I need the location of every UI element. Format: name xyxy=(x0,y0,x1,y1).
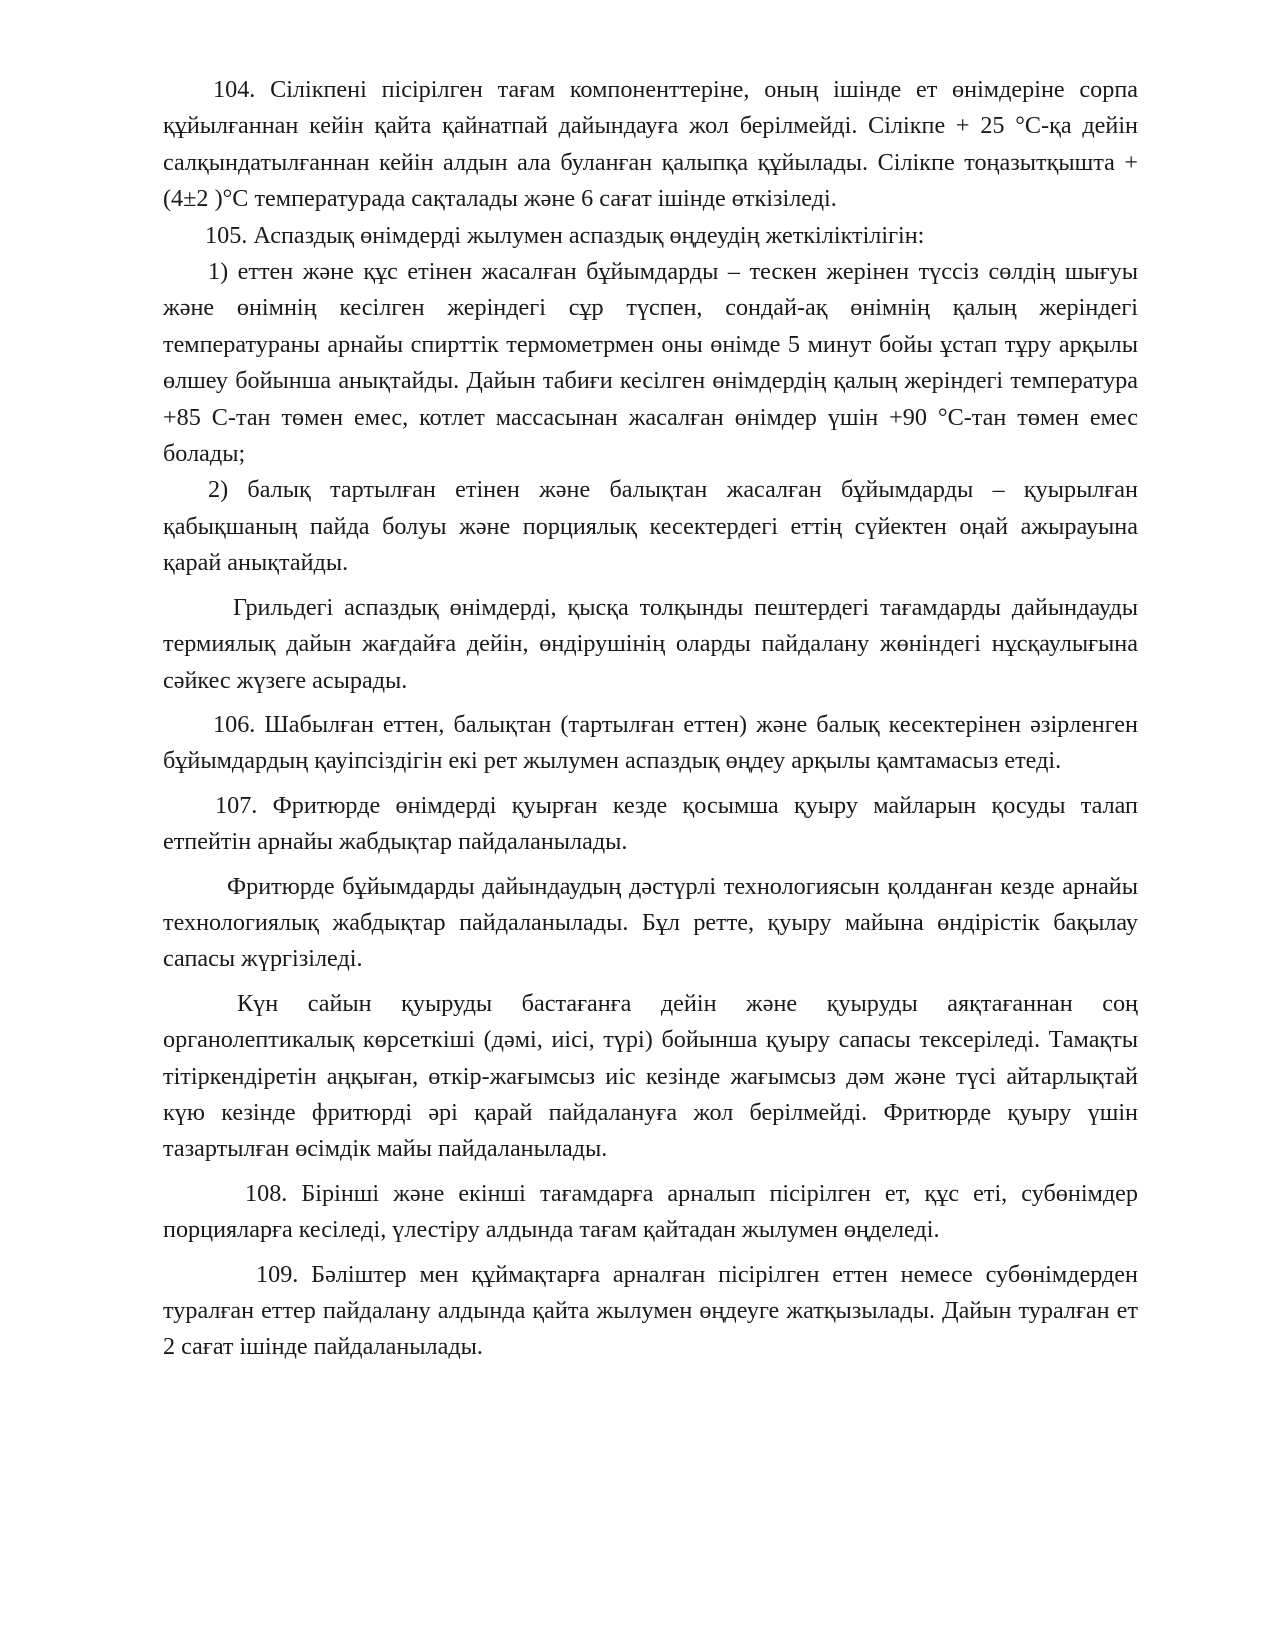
paragraph-104: 104. Сілікпені пісірілген тағам компоненттеріне, оның ішінде ет өнімдеріне сорпа құйылғаннан кейін қайта қайнатпай дайындауға жол берілмейді. Сілікпе + 25 °С-қа дейін салқындатылғаннан кейін алдын ала буланған қалыпқа құйылады. Сілікпе тоңазытқышта +(4±2 )°С температурада сақталады және 6 сағат ішінде өткізіледі. xyxy=(163,76,1138,213)
paragraph-108: 108. Бірінші және екінші тағамдарға арналып пісірілген ет, құс еті, субөнімдер порцияларға кесіледі, үлестіру алдында тағам қайтадан жылумен өңделеді. xyxy=(163,1179,1138,1244)
paragraph-fryer-technology: Фритюрде бұйымдарды дайындаудың дәстүрлі технологиясын қолданған кезде арнайы технологиялық жабдықтар пайдаланылады. Бұл ретте, қуыру майына өндірістік бақылау сапасы жүргізіледі. xyxy=(163,872,1138,973)
paragraph-109: 109. Бәліштер мен құймақтарға арналған пісірілген еттен немесе субөнімдерден туралған еттер пайдалану алдында қайта жылумен өңдеуге жатқызылады. Дайын туралған ет 2 сағат ішінде пайдаланылады. xyxy=(163,1260,1138,1361)
paragraph-grill: Грильдегі аспаздық өнімдерді, қысқа толқынды пештердегі тағамдарды дайындауды термиялық дайын жағдайға дейін, өндірушінің оларды пайдалану жөніндегі нұсқаулығына сәйкес жүзеге асырады. xyxy=(163,593,1138,694)
paragraph-105: 105. Аспаздық өнімдерді жылумен аспаздық өңдеудің жеткіліктілігін: xyxy=(205,221,925,249)
paragraph-106: 106. Шабылған еттен, балықтан (тартылған еттен) және балық кесектерінен әзірленген бұйымдардың қауіпсіздігін екі рет жылумен аспаздық өңдеу арқылы қамтамасыз етеді. xyxy=(163,710,1138,775)
document-body xyxy=(163,72,1138,1366)
paragraph-fryer-daily-check: Күн сайын қуыруды бастағанға дейін және қуыруды аяқтағаннан соң органолептикалық көрсеткіші (дәмі, иісі, түрі) бойынша қуыру сапасы тексеріледі. Тамақты тітіркендіретін аңқыған, өткір-жағымсыз иіс кезінде жағымсыз дәм және түсі айтарлықтай күю кезінде фритюрді әрі қарай пайдалануға жол берілмейді. Фритюрде қуыру үшін тазартылған өсімдік майы пайдаланылады. xyxy=(163,989,1138,1163)
paragraph-107: 107. Фритюрде өнімдерді қуырған кезде қосымша қуыру майларын қосуды талап етпейтін арнайы жабдықтар пайдаланылады. xyxy=(163,791,1138,856)
paragraph-105-item-1: 1) еттен және құс етінен жасалған бұйымдарды – тескен жерінен түссіз сөлдің шығуы және өнімнің кесілген жеріндегі сұр түспен, сондай-ақ өнімнің қалың жеріндегі температураны арнайы спирттік термометрмен оны өнімде 5 минут бойы ұстап тұру арқылы өлшеу бойынша анықтайды. Дайын табиғи кесілген өнімдердің қалың жеріндегі температура +85 С-тан төмен емес, котлет массасынан жасалған өнімдер үшін +90 °С-тан төмен емес болады; xyxy=(163,258,1138,468)
paragraph-105-item-2: 2) балық тартылған етінен және балықтан жасалған бұйымдарды – қуырылған қабықшаның пайда болуы және порциялық кесектердегі еттің сүйектен оңай ажырауына қарай анықтайды. xyxy=(163,476,1138,577)
